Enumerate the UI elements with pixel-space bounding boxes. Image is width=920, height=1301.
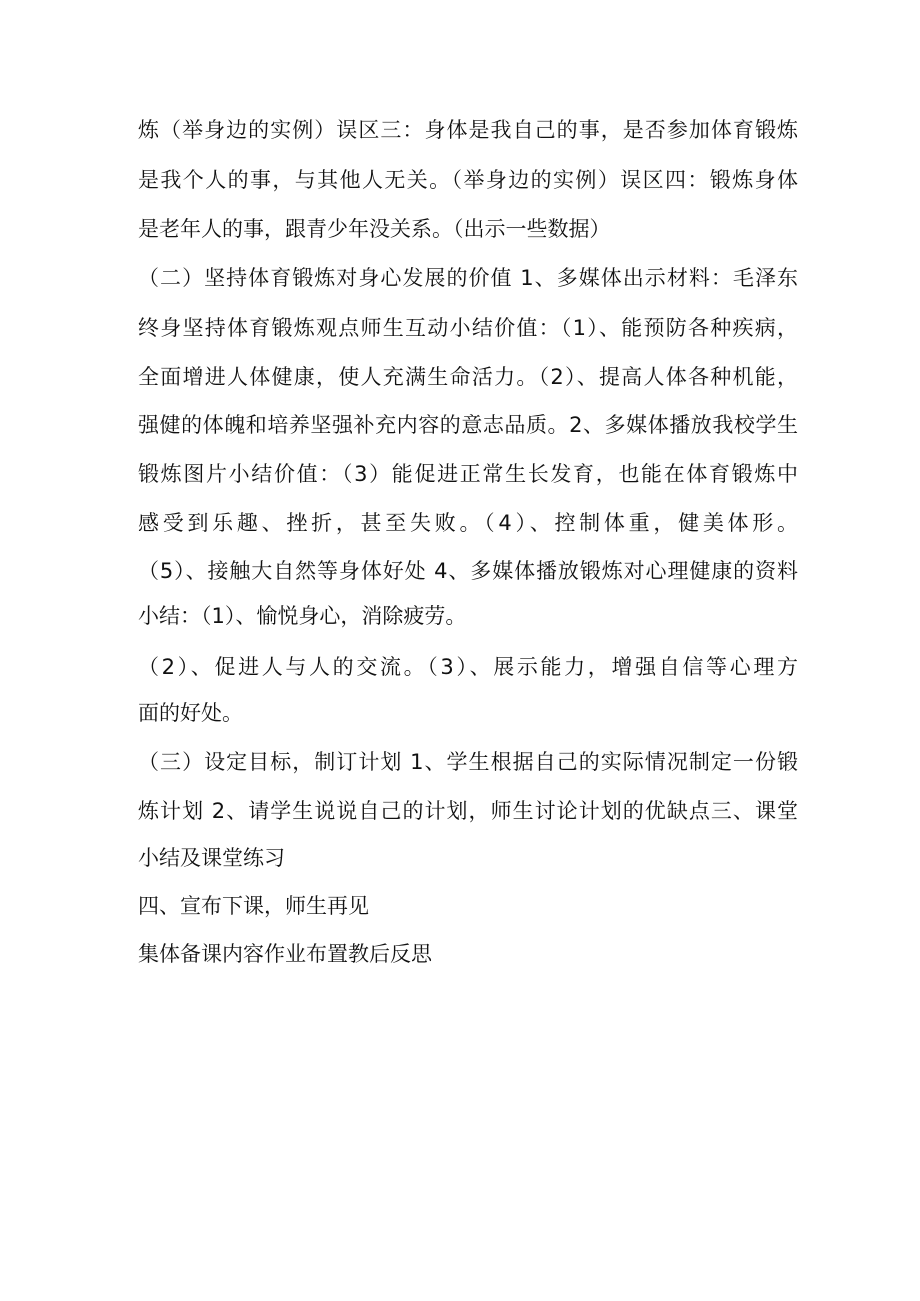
text-line: 感受到乐趣、挫折，甚至失败。（4）、控制体重，健美体形。: [138, 511, 798, 535]
text-line: （5）、接触大自然等身体好处 4、多媒体播放锻炼对心理健康的资料: [138, 559, 798, 583]
text-line: 炼（举身边的实例）误区三：身体是我自己的事，是否参加体育锻炼: [138, 118, 798, 142]
text-line: （三）设定目标，制订计划 1、学生根据自己的实际情况制定一份锻: [138, 750, 798, 774]
text-line: 锻炼图片小结价值：（3）能促进正常生长发育，也能在体育锻炼中: [138, 462, 798, 486]
text-line: 全面增进人体健康，使人充满生命活力。（2）、提高人体各种机能，: [138, 365, 798, 389]
text-line: 是老年人的事，跟青少年没关系。（出示一些数据）: [138, 217, 611, 241]
text-line: 四、宣布下课，师生再见: [138, 894, 369, 918]
text-line: （2）、促进人与人的交流。（3）、展示能力，增强自信等心理方: [138, 655, 798, 679]
text-line: 小结及课堂练习: [138, 846, 285, 870]
text-line: 强健的体魄和培养坚强补充内容的意志品质。2、多媒体播放我校学生: [138, 413, 798, 437]
text-line: 小结：（1）、愉悦身心，消除疲劳。: [138, 604, 467, 628]
text-line: 终身坚持体育锻炼观点师生互动小结价值：（1）、能预防各种疾病，: [138, 316, 798, 340]
text-line: 面的好处。: [138, 701, 243, 725]
text-line: 炼计划 2、请学生说说自己的计划，师生讨论计划的优缺点三、课堂: [138, 799, 798, 823]
text-line: 是我个人的事，与其他人无关。（举身边的实例）误区四：锻炼身体: [138, 168, 798, 192]
text-line: 集体备课内容作业布置教后反思: [138, 942, 432, 966]
text-line: （二）坚持体育锻炼对身心发展的价值 1、多媒体出示材料：毛泽东: [138, 266, 798, 290]
